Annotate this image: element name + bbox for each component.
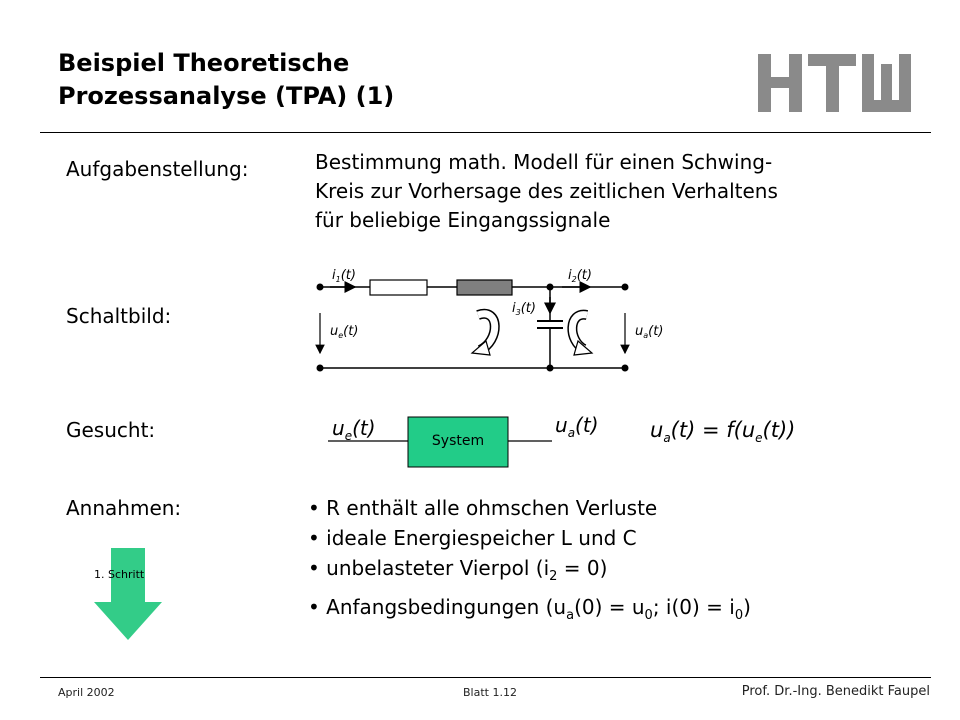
title-line-2: Prozessanalyse (TPA) (1)	[58, 82, 395, 110]
circuit-diagram	[300, 255, 664, 385]
logo-marks	[758, 54, 911, 112]
node-in-top	[317, 284, 324, 291]
ue-label: $u_e(t)$	[330, 324, 359, 340]
page-title	[58, 47, 394, 113]
footer-date: April 2002	[58, 686, 115, 699]
assumptions-label: Annahmen:	[66, 496, 182, 520]
assumptions-list	[308, 493, 751, 631]
node-cap-bottom	[547, 365, 554, 372]
htw-logo	[755, 50, 925, 118]
i2-label: $i_2(t)$	[568, 268, 592, 284]
system-input-label: $u_e(t)$	[332, 416, 376, 443]
footer-author: Prof. Dr.-Ing. Benedikt Faupel	[741, 684, 930, 699]
node-out-bottom	[622, 365, 629, 372]
task-text	[315, 148, 778, 235]
assumption-item: • unbelasteter Vierpol $(i_2 = 0)$	[308, 556, 608, 584]
task-label: Aufgabenstellung:	[66, 157, 249, 181]
title-line-1: Beispiel Theoretische	[58, 49, 350, 77]
i1-label: $i_1(t)$	[332, 268, 356, 284]
footer-rule	[40, 677, 931, 678]
assumption-item: • Anfangsbedingungen ($u_a(0) = u_0$; $i(0) = i_0$)	[308, 595, 751, 623]
node-cap-top	[547, 284, 554, 291]
system-block-diagram	[320, 405, 820, 470]
inductor	[457, 280, 512, 295]
assumption-item: • ideale Energiespeicher L und C	[308, 526, 637, 550]
resistor	[370, 280, 427, 295]
node-out-top	[622, 284, 629, 291]
mesh-arrow-right	[572, 315, 592, 355]
footer-page: Blatt 1.12	[463, 686, 517, 699]
header-rule	[40, 132, 931, 133]
sought-label: Gesucht:	[66, 418, 156, 442]
ua-label: $u_a(t)$	[635, 324, 664, 340]
node-in-bottom	[317, 365, 324, 372]
system-output-label: $u_a(t)$	[555, 413, 599, 440]
system-label: System	[431, 433, 485, 449]
task-line-1: Bestimmung math. Modell für einen Schwing-	[315, 150, 773, 174]
assumption-item: • R enthält alle ohmschen Verluste	[308, 496, 658, 520]
i3-label: $i_3(t)$	[512, 301, 536, 317]
transfer-equation: $u_a(t) = f(u_e(t))$	[650, 418, 796, 445]
schematic-label: Schaltbild:	[66, 304, 172, 328]
step-label: 1. Schritt	[94, 568, 145, 581]
logo-text: HTW	[838, 98, 842, 99]
step-arrow	[82, 548, 162, 640]
mesh-arrow-left	[472, 314, 495, 355]
step-arrow-head	[94, 602, 162, 640]
task-line-3: für beliebige Eingangssignale	[315, 208, 611, 232]
task-line-2: Kreis zur Vorhersage des zeitlichen Verhaltens	[315, 179, 778, 203]
